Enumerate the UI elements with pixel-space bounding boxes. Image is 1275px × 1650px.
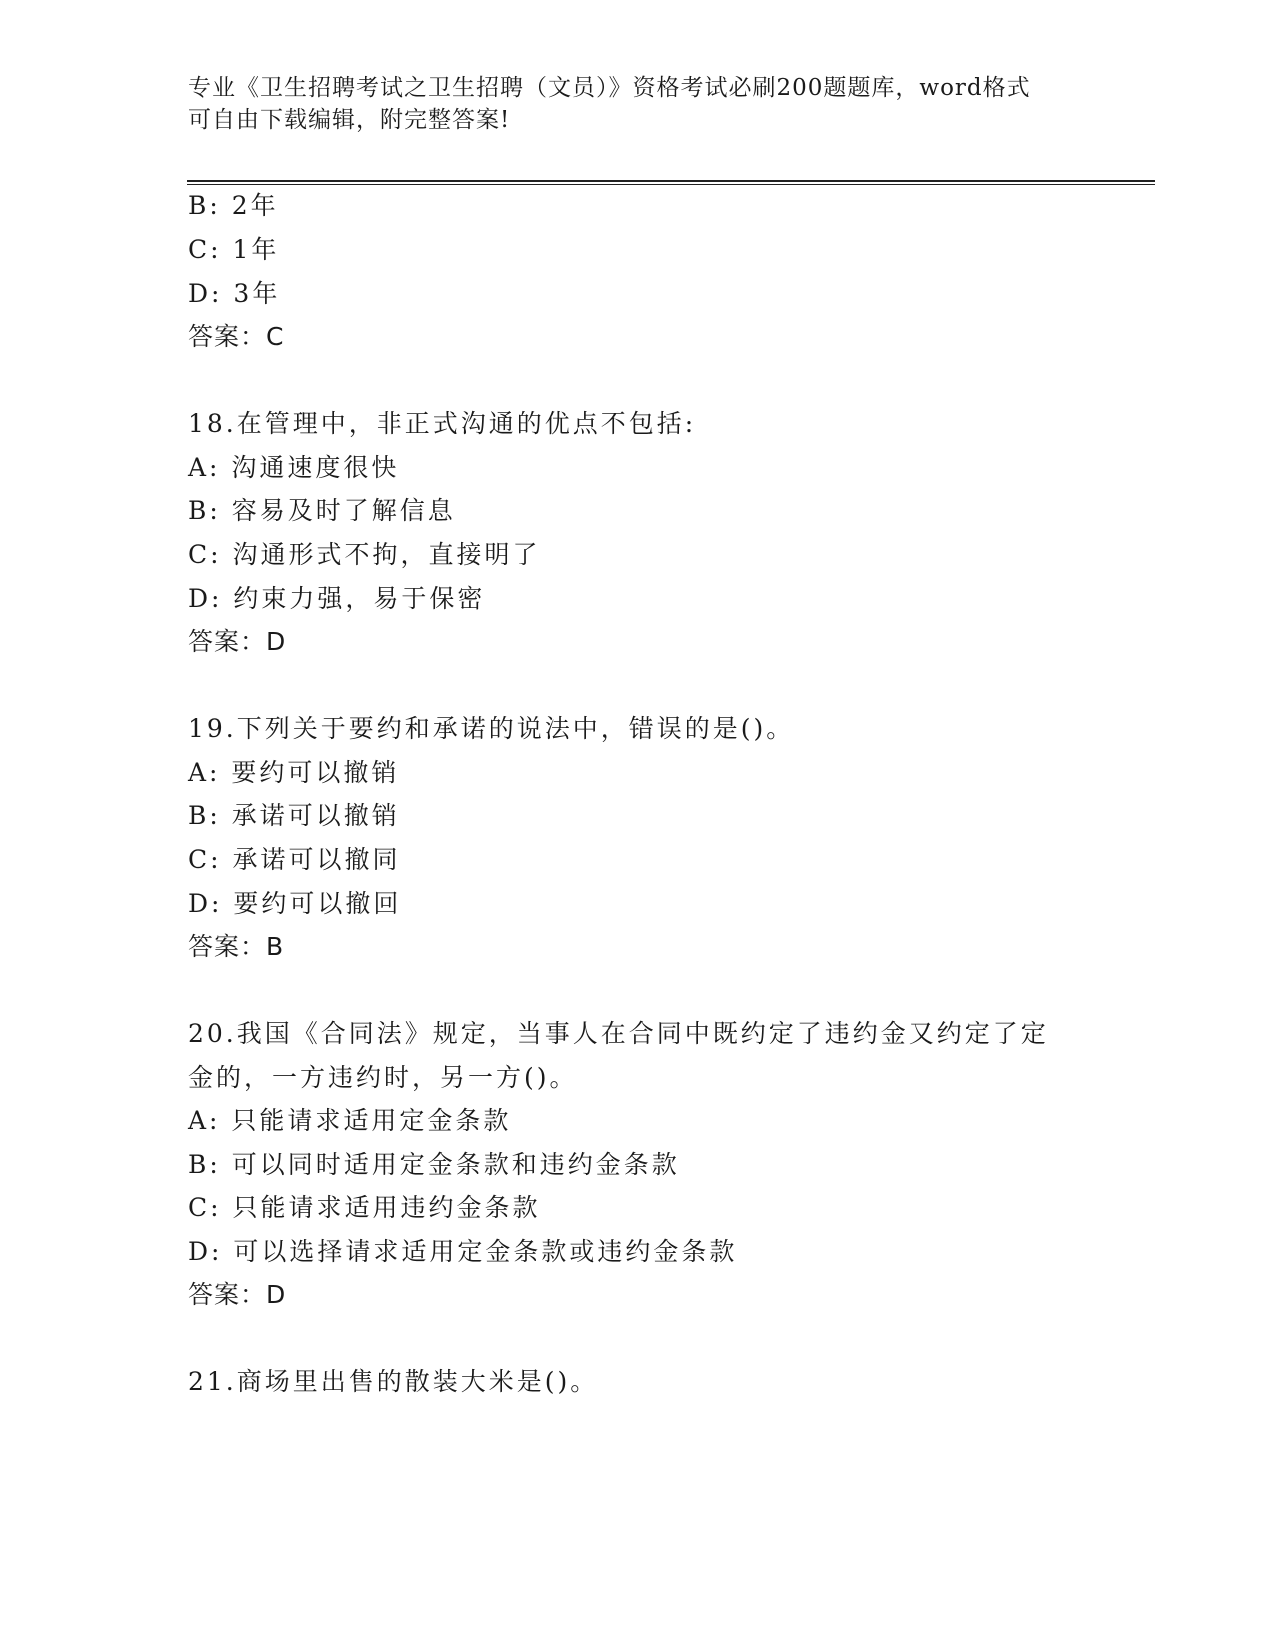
header-line-2: 可自由下载编辑，附完整答案! [188,107,511,133]
q20-question-line-2: 金的，一方违约时，另一方()。 [188,1063,578,1092]
q18-option-d: D: 约束力强，易于保密 [188,584,486,613]
document-header [188,72,1088,136]
q17-answer: 答案：C [188,322,285,351]
q18-answer: 答案：D [188,627,287,656]
q19-option-c: C: 承诺可以撤同 [188,845,401,874]
q18-option-c: C: 沟通形式不拘，直接明了 [188,540,541,569]
q18-question: 18.在管理中，非正式沟通的优点不包括: [188,409,697,438]
q19-answer: 答案：B [188,932,285,961]
q17-option-d: D: 3年 [188,279,281,308]
q17-option-c: C: 1年 [188,235,280,264]
q20-answer: 答案：D [188,1280,287,1309]
q17-option-b: B: 2年 [188,191,279,220]
q20-option-d: D: 可以选择请求适用定金条款或违约金条款 [188,1237,738,1266]
q20-option-c: C: 只能请求适用违约金条款 [188,1193,541,1222]
q20-question-line-1: 20.我国《合同法》规定，当事人在合同中既约定了违约金又约定了定 [188,1019,1049,1048]
header-divider-thick [187,180,1155,182]
q18-option-b: B: 容易及时了解信息 [188,496,456,525]
q20-option-b: B: 可以同时适用定金条款和违约金条款 [188,1150,680,1179]
q21-question: 21.商场里出售的散装大米是()。 [188,1367,599,1396]
q19-option-a: A: 要约可以撤销 [188,758,400,787]
q20-option-a: A: 只能请求适用定金条款 [188,1106,512,1135]
header-line-1: 专业《卫生招聘考试之卫生招聘（文员）》资格考试必刷200题题库，word格式 [188,75,1031,101]
q19-question: 19.下列关于要约和承诺的说法中，错误的是()。 [188,714,795,743]
q19-option-d: D: 要约可以撤回 [188,889,402,918]
q18-option-a: A: 沟通速度很快 [188,453,400,482]
q19-option-b: B: 承诺可以撤销 [188,801,400,830]
header-divider-thin [187,184,1155,185]
